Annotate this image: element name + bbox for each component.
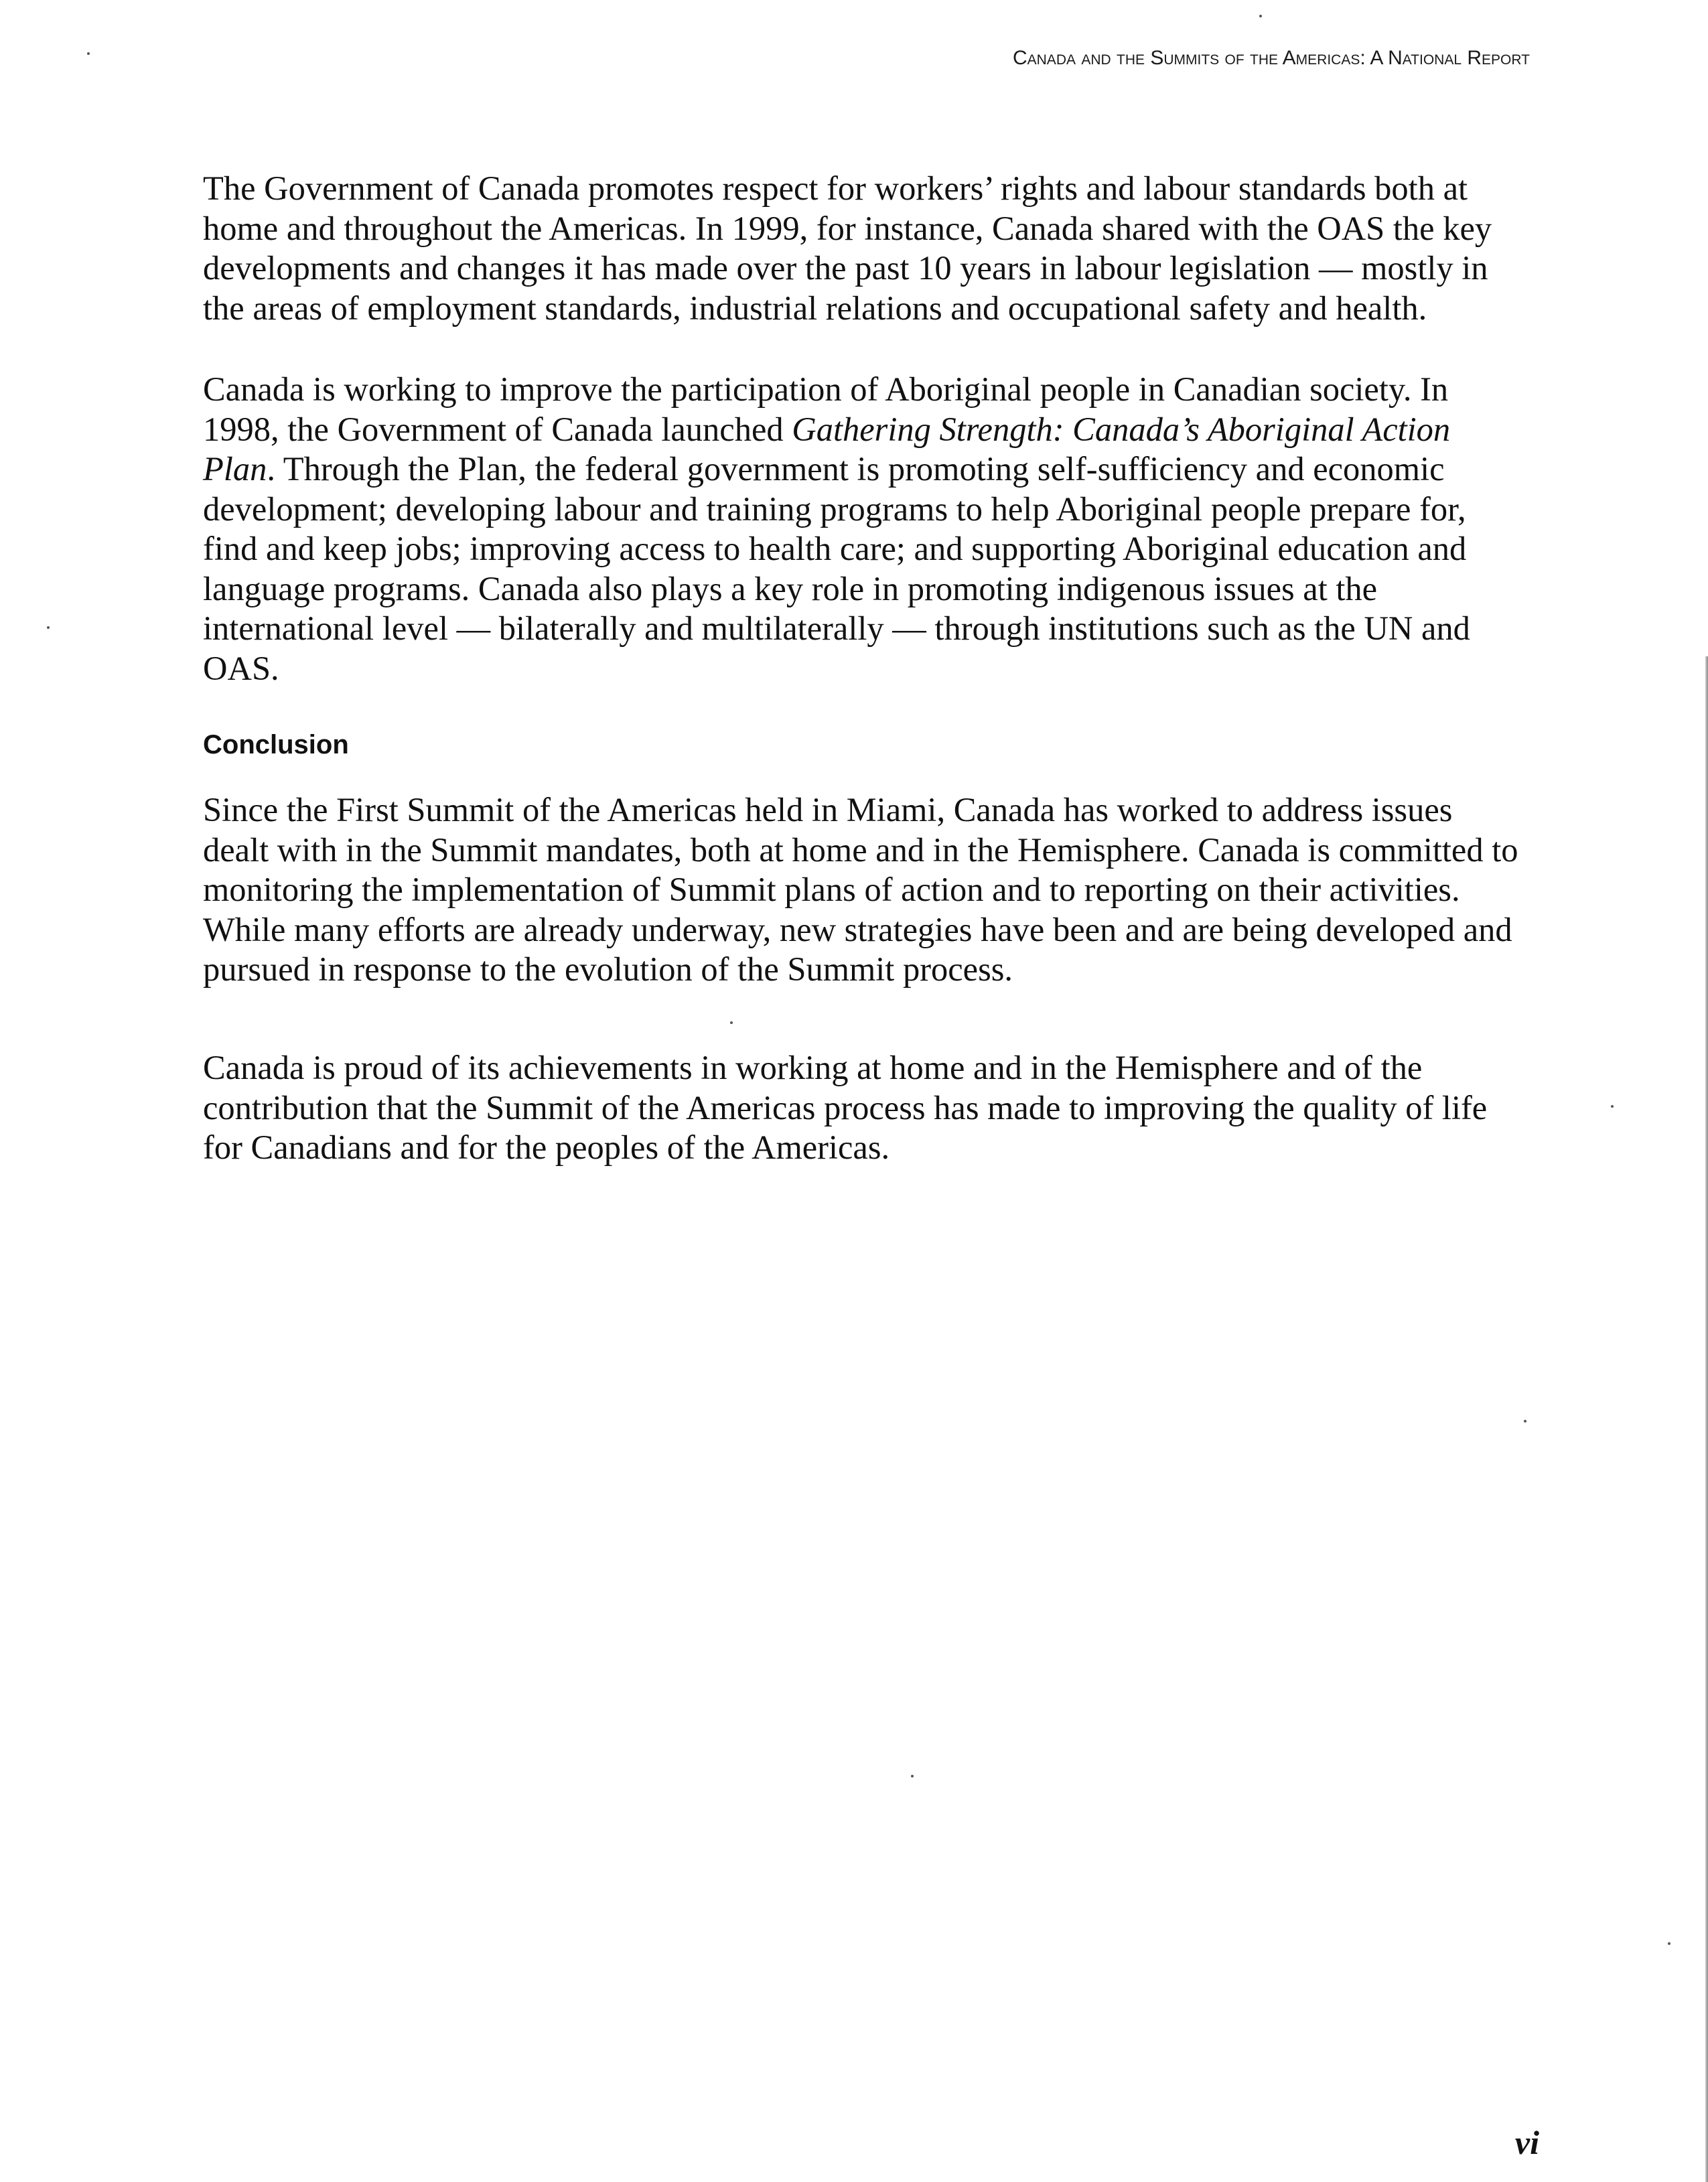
text-line: While many efforts are already underway, new strategies have been and are being developed and xyxy=(203,910,1512,948)
paragraph-labour-rights xyxy=(203,169,1536,328)
text-line: developments and changes it has made over the past 10 years in labour legislation — mostly in xyxy=(203,249,1488,287)
text-line: the areas of employment standards, industrial relations and occupational safety and health. xyxy=(203,289,1427,327)
scan-speck xyxy=(47,626,50,629)
paragraph-aboriginal xyxy=(203,370,1536,688)
text-line: dealt with in the Summit mandates, both at home and in the Hemisphere. Canada is committed to xyxy=(203,830,1518,869)
text-line: pursued in response to the evolution of the Summit process. xyxy=(203,950,1013,988)
text-line: Since the First Summit of the Americas held in Miami, Canada has worked to address issues xyxy=(203,791,1453,828)
text-line: The Government of Canada promotes respect for workers’ rights and labour standards both at xyxy=(203,169,1468,207)
paragraph-closing xyxy=(203,1048,1536,1168)
scan-speck xyxy=(1524,1420,1526,1423)
running-header: Canada and the Summits of the Americas: A National Report xyxy=(1012,47,1530,69)
text-line xyxy=(203,449,1536,490)
text-line: Canada is working to improve the participation of Aboriginal people in Canadian society. In xyxy=(203,370,1449,408)
text-line: for Canadians and for the peoples of the Americas. xyxy=(203,1129,890,1166)
text-line: development; developing labour and training programs to help Aboriginal people prepare for, xyxy=(203,490,1466,528)
scan-speck xyxy=(1259,15,1262,17)
scan-speck xyxy=(87,52,90,55)
text-line: home and throughout the Americas. In 1999, for instance, Canada shared with the OAS the key xyxy=(203,209,1492,247)
text-line: monitoring the implementation of Summit plans of action and to reporting on their activities. xyxy=(203,871,1460,908)
text-run: 1998, the Government of Canada launched xyxy=(203,410,792,448)
scan-edge-artifact xyxy=(1705,656,1708,2182)
text-run: . Through the Plan, the federal government is promoting self-sufficiency and economic xyxy=(267,450,1445,488)
scan-speck xyxy=(730,1021,733,1024)
text-line: Canada is proud of its achievements in working at home and in the Hemisphere and of the xyxy=(203,1049,1423,1086)
text-line: OAS. xyxy=(203,649,279,687)
page-number: vi xyxy=(1514,2124,1539,2161)
section-heading-conclusion: Conclusion xyxy=(203,730,349,759)
text-line: contribution that the Summit of the Americas process has made to improving the quality of life xyxy=(203,1088,1488,1126)
text-line: international level — bilaterally and multilaterally — through institutions such as the UN and xyxy=(203,609,1470,647)
scan-speck xyxy=(1611,1105,1614,1108)
text-line: find and keep jobs; improving access to health care; and supporting Aboriginal education and xyxy=(203,530,1467,567)
scan-speck xyxy=(1668,1942,1670,1945)
text-line xyxy=(203,410,1536,450)
text-line: language programs. Canada also plays a key role in promoting indigenous issues at the xyxy=(203,569,1378,607)
italic-title: Gathering Strength: Canada’s Aboriginal Action xyxy=(792,410,1451,448)
paragraph-conclusion xyxy=(203,790,1536,990)
italic-title: Plan xyxy=(203,450,267,488)
scan-speck xyxy=(911,1775,914,1777)
